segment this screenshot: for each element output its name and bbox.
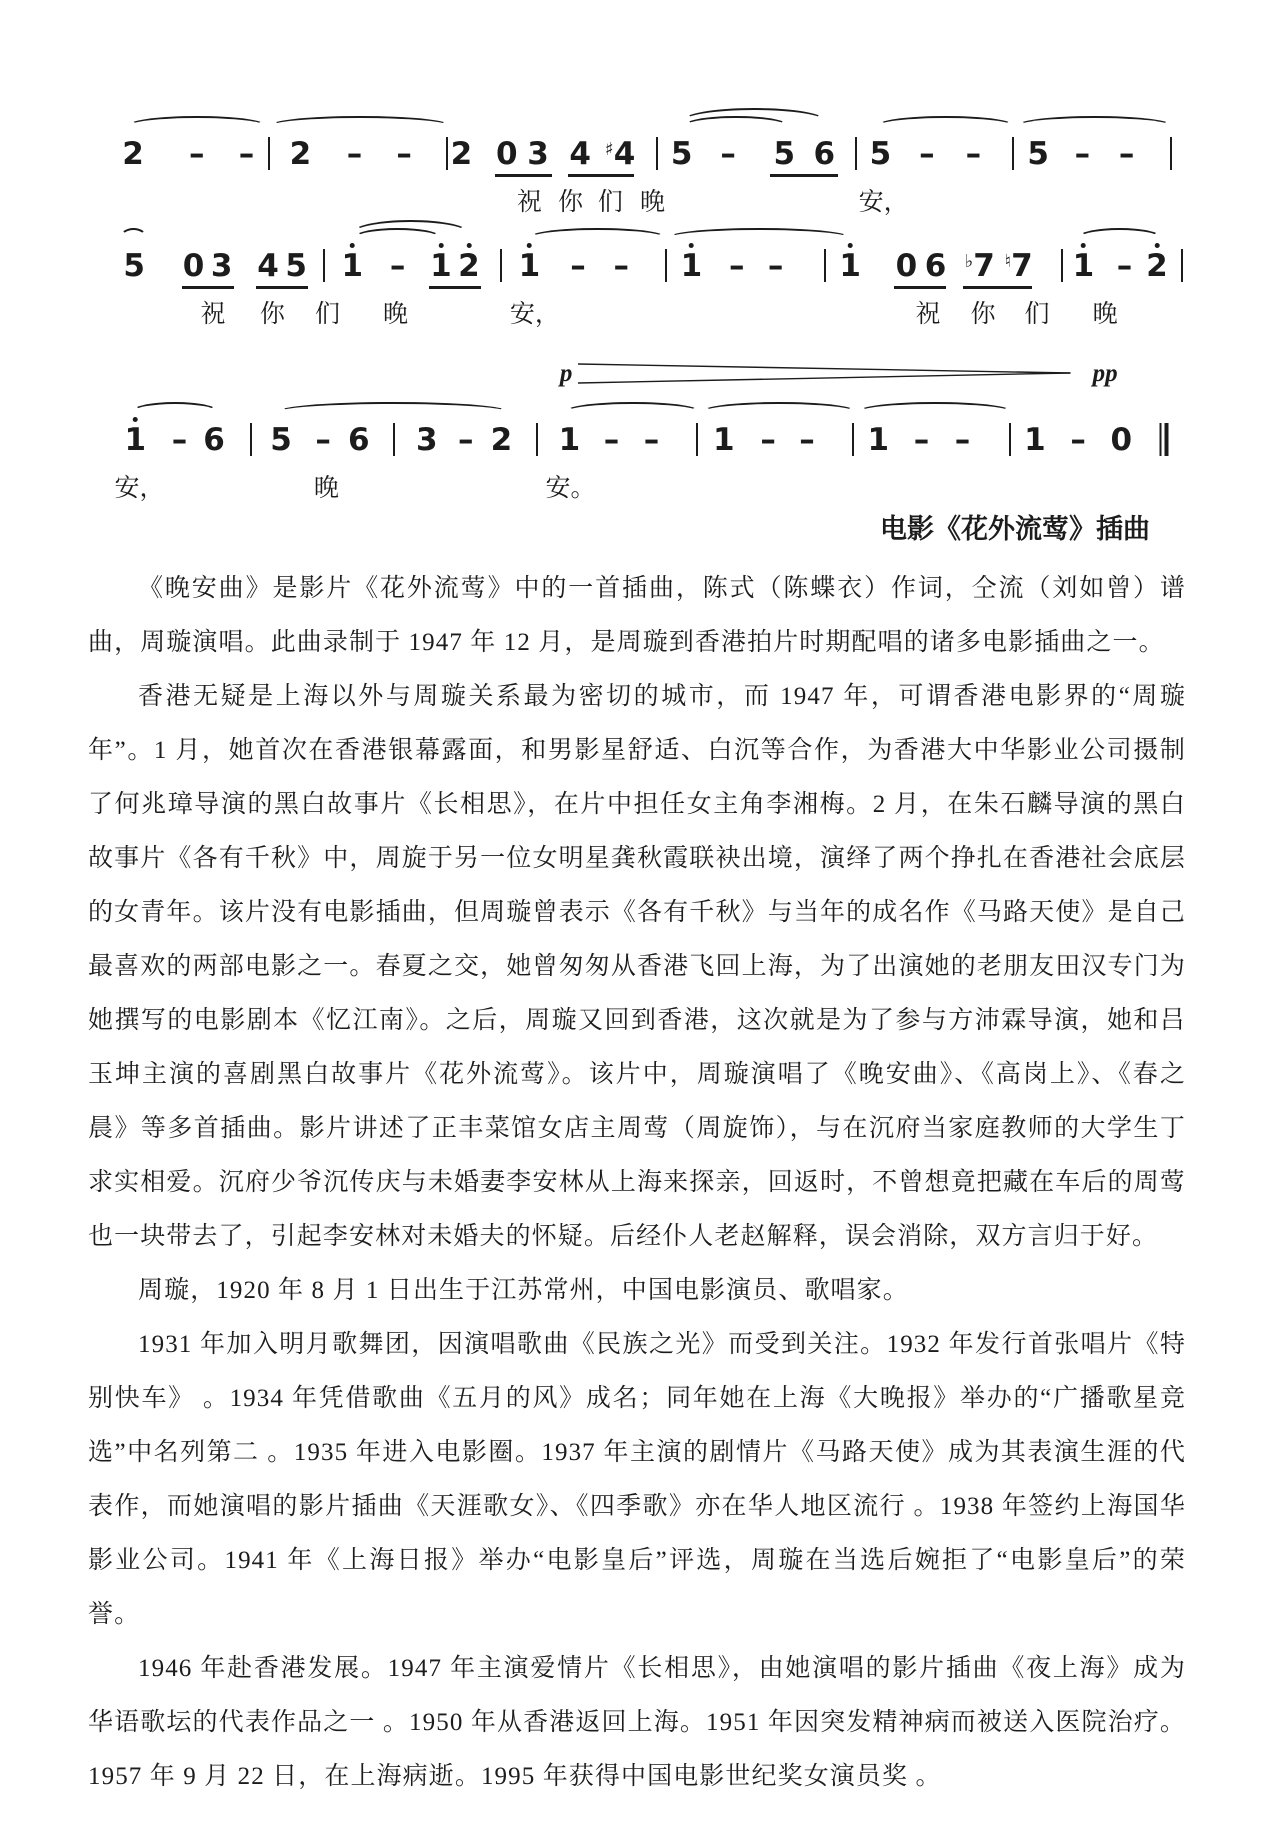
music-note: ♯4 xyxy=(605,136,636,172)
duration-dash: – xyxy=(613,248,629,284)
slur-arc xyxy=(529,228,665,247)
paragraph: 《晚安曲》是影片《花外流莺》中的一首插曲，陈式（陈蝶衣）作词，仝流（刘如曾）谱曲，周璇演唱。此曲录制于 1947 年 12 月，是周璇到香港拍片时期配唱的诸多电影插曲之一。 xyxy=(88,575,1186,656)
music-line xyxy=(105,224,1185,336)
music-note: 2 xyxy=(1146,248,1168,284)
eighth-note-beam xyxy=(770,174,838,177)
duration-dash: – xyxy=(396,136,412,172)
music-note: 1 xyxy=(341,248,364,284)
eighth-note-beam xyxy=(963,286,1032,289)
slur-arc xyxy=(877,116,1014,135)
slur-arc xyxy=(278,402,508,421)
eighth-note-beam xyxy=(894,286,946,289)
barline xyxy=(1181,249,1183,282)
music-note: 3 xyxy=(210,248,233,284)
music-note: 3 xyxy=(416,422,438,458)
duration-dash: – xyxy=(1116,248,1133,284)
music-note: 6 xyxy=(348,422,370,458)
music-note: 2 xyxy=(450,136,473,172)
barline xyxy=(393,423,395,456)
duration-dash: – xyxy=(315,422,331,458)
duration-dash: – xyxy=(643,422,660,458)
accidental: ♭ xyxy=(964,251,974,272)
slur-arc xyxy=(858,402,1012,421)
lyric-syllable: 安。 xyxy=(545,475,596,502)
duration-dash: – xyxy=(171,422,188,458)
duration-dash: – xyxy=(729,248,745,284)
lyric-syllable: 安， xyxy=(509,301,560,328)
decrescendo-hairpin xyxy=(578,358,1070,388)
paragraph: 香港无疑是上海以外与周璇关系最为密切的城市，而 1947 年，可谓香港电影界的“周璇年”。1 月，她首次在香港银幕露面，和男影星舒适、白沉等合作，为香港大中华影业公司摄制了何兆璋导演的黑白故事片《长相思》，在片中担任女主角李湘梅。2 月，在朱石麟导演的黑白故事片《各有千秋》中，周旋于另一位女明星龚秋霞联袂出境，演绎了两个挣扎在香港社会底层的女青年。该片没有电影插曲，但周璇曾表示《各有千秋》与当年的成名作《马路天使》是自己最喜欢的两部电影之一。春夏之交，她曾匆匆从香港飞回上海，为了出演她的老朋友田汉专门为她撰写的电影剧本《忆江南》。之后，周璇又回到香港，这次就是为了参与方沛霖导演，她和吕玉坤主演的喜剧黑白故事片《花外流莺》。该片中，周璇演唱了《晚安曲》、《高岗上》、《春之晨》等多首插曲。影片讲述了正丰菜馆女店主周莺（周旋饰），与在沉府当家庭教师的大学生丁求实相爱。沉府少爷沉传庆与未婚妻李安林从上海来探亲，回返时，不曾想竟把藏在车后的周莺也一块带去了，引起李安林对未婚夫的怀疑。后经仆人老赵解释，误会消除，双方言归于好。 xyxy=(88,683,1186,1250)
lyric-syllable: 晚 xyxy=(313,475,339,502)
music-note: 4 xyxy=(257,248,279,284)
stave xyxy=(105,224,1185,336)
duration-dash: – xyxy=(965,136,982,172)
duration-dash: – xyxy=(913,422,930,458)
lyric-syllable: 安， xyxy=(114,475,165,502)
barline xyxy=(268,137,270,170)
duration-dash: – xyxy=(389,248,406,284)
music-note: 6 xyxy=(924,248,947,284)
barline xyxy=(665,249,667,282)
paragraph: 1946 年赴香港发展。1947 年主演爱情片《长相思》，由她演唱的影片插曲《夜上海》成为华语歌坛的代表作品之一 。1950 年从香港返回上海。1951 年因突发精神病而被送入医院治疗。1957 年 9 月 22 日，在上海病逝。1995 年获得中国电影世纪奖女演员奖 。 xyxy=(88,1655,1186,1790)
duration-dash: – xyxy=(799,422,815,458)
duration-dash: – xyxy=(767,248,784,284)
duration-dash: – xyxy=(1070,422,1086,458)
music-note: 1 xyxy=(430,248,452,284)
eighth-note-beam xyxy=(256,286,308,289)
lyric-syllable: 晚 xyxy=(383,301,409,328)
stave xyxy=(105,112,1185,224)
music-note: 1 xyxy=(1072,248,1095,284)
eighth-note-beam xyxy=(429,286,481,289)
music-note: 5 xyxy=(773,136,796,172)
music-line xyxy=(105,336,1185,510)
duration-dash: – xyxy=(954,422,971,458)
barline xyxy=(323,249,325,282)
music-note: 6 xyxy=(813,136,836,172)
slur-arc xyxy=(684,116,788,135)
stave xyxy=(105,398,1185,510)
lyric-syllable: 晚 xyxy=(1092,301,1118,328)
eighth-note-beam xyxy=(495,174,552,177)
lyric-syllable: 你 xyxy=(557,189,583,216)
slur-arc xyxy=(1078,228,1161,247)
slur-arc xyxy=(120,228,147,247)
slur-arc xyxy=(270,116,449,135)
lyric-syllable: 们 xyxy=(1024,301,1050,328)
duration-dash: – xyxy=(189,136,205,172)
attribution: 电影《花外流莺》插曲 xyxy=(880,514,1150,544)
barline xyxy=(696,423,698,456)
duration-dash: – xyxy=(720,136,736,172)
music-note: 5 xyxy=(270,422,292,458)
music-note: 5 xyxy=(1027,136,1049,172)
barline xyxy=(656,137,658,170)
music-notation xyxy=(105,112,1185,510)
dynamic-marking-p: p xyxy=(559,360,573,387)
accidental: ♯ xyxy=(605,139,614,160)
lyric-syllable: 安， xyxy=(858,189,909,216)
barline xyxy=(824,249,826,282)
duration-dash: – xyxy=(570,248,586,284)
barline xyxy=(1012,137,1014,170)
slur-arc xyxy=(132,402,218,421)
music-note: 2 xyxy=(490,422,513,458)
music-note: 4 xyxy=(569,136,591,172)
duration-dash: – xyxy=(603,422,620,458)
music-note: 5 xyxy=(869,136,892,172)
barline xyxy=(852,423,854,456)
paragraph: 1931 年加入明月歌舞团，因演唱歌曲《民族之光》而受到关注。1932 年发行首张唱片《特别快车》 。1934 年凭借歌曲《五月的风》成名；同年她在上海《大晚报》举办的“广播歌星竞选”中名列第二 。1935 年进入电影圈。1937 年主演的剧情片《马路天使》成为其表演生涯的代表作，而她演唱的影片插曲《天涯歌女》、《四季歌》亦在华人地区流行 。1938 年签约上海国华影业公司。1941 年《上海日报》举办“电影皇后”评选，周璇在当选后婉拒了“电影皇后”的荣誉。 xyxy=(88,1331,1186,1628)
barline xyxy=(500,249,502,282)
slur-arc xyxy=(354,228,440,247)
music-note: 1 xyxy=(713,422,735,458)
music-rest: 0 xyxy=(495,136,518,172)
music-rest: 0 xyxy=(182,248,205,284)
lyric-syllable: 祝 xyxy=(516,189,542,216)
music-note: 6 xyxy=(203,422,225,458)
article-body xyxy=(88,562,1186,1804)
slur-arc xyxy=(565,402,700,421)
music-note: 5 xyxy=(670,136,693,172)
barline xyxy=(1009,423,1011,456)
eighth-note-beam xyxy=(568,174,634,177)
paragraph: 周璇，1920 年 8 月 1 日出生于江苏常州，中国电影演员、歌唱家。 xyxy=(138,1277,909,1304)
music-note: 3 xyxy=(527,136,549,172)
music-note: 1 xyxy=(680,248,703,284)
duration-dash: – xyxy=(238,136,255,172)
music-note: 1 xyxy=(124,422,147,458)
barline xyxy=(446,137,448,170)
accidental: ♮ xyxy=(1004,251,1012,272)
barline xyxy=(1170,137,1172,170)
music-note: 5 xyxy=(285,248,307,284)
slur-arc xyxy=(668,228,851,247)
music-note: 2 xyxy=(458,248,480,284)
barline xyxy=(855,137,857,170)
music-note: ♭7 xyxy=(964,248,995,284)
music-note: ♮7 xyxy=(1004,248,1033,284)
music-note: 1 xyxy=(558,422,581,458)
slur-arc xyxy=(128,116,266,135)
duration-dash: – xyxy=(457,422,474,458)
music-note: 1 xyxy=(1024,422,1046,458)
music-rest: 0 xyxy=(895,248,918,284)
lyric-syllable: 你 xyxy=(259,301,285,328)
lyric-syllable: 你 xyxy=(970,301,996,328)
music-rest: 0 xyxy=(1110,422,1133,458)
music-note: 1 xyxy=(518,248,541,284)
duration-dash: – xyxy=(1118,136,1135,172)
lyric-syllable: 晚 xyxy=(640,189,666,216)
dynamic-marking-pp: pp xyxy=(1092,360,1118,387)
music-note: 1 xyxy=(839,248,861,284)
barline xyxy=(250,423,252,456)
lyric-syllable: 祝 xyxy=(200,301,226,328)
duration-dash: – xyxy=(760,422,776,458)
dynamics-zone xyxy=(105,336,1185,398)
music-note: 2 xyxy=(289,136,312,172)
music-line xyxy=(105,112,1185,224)
lyric-syllable: 们 xyxy=(314,301,340,328)
lyric-syllable: 祝 xyxy=(915,301,941,328)
slur-arc xyxy=(702,402,855,421)
music-note: 1 xyxy=(867,422,890,458)
duration-dash: – xyxy=(346,136,363,172)
lyric-syllable: 们 xyxy=(597,189,623,216)
barline xyxy=(536,423,538,456)
barline xyxy=(1061,249,1063,282)
eighth-note-beam xyxy=(182,286,234,289)
duration-dash: – xyxy=(919,136,935,172)
duration-dash: – xyxy=(1074,136,1091,172)
music-note: 5 xyxy=(123,248,145,284)
slur-arc xyxy=(1017,116,1173,135)
music-note: 2 xyxy=(122,136,144,172)
final-barline xyxy=(1160,423,1169,456)
